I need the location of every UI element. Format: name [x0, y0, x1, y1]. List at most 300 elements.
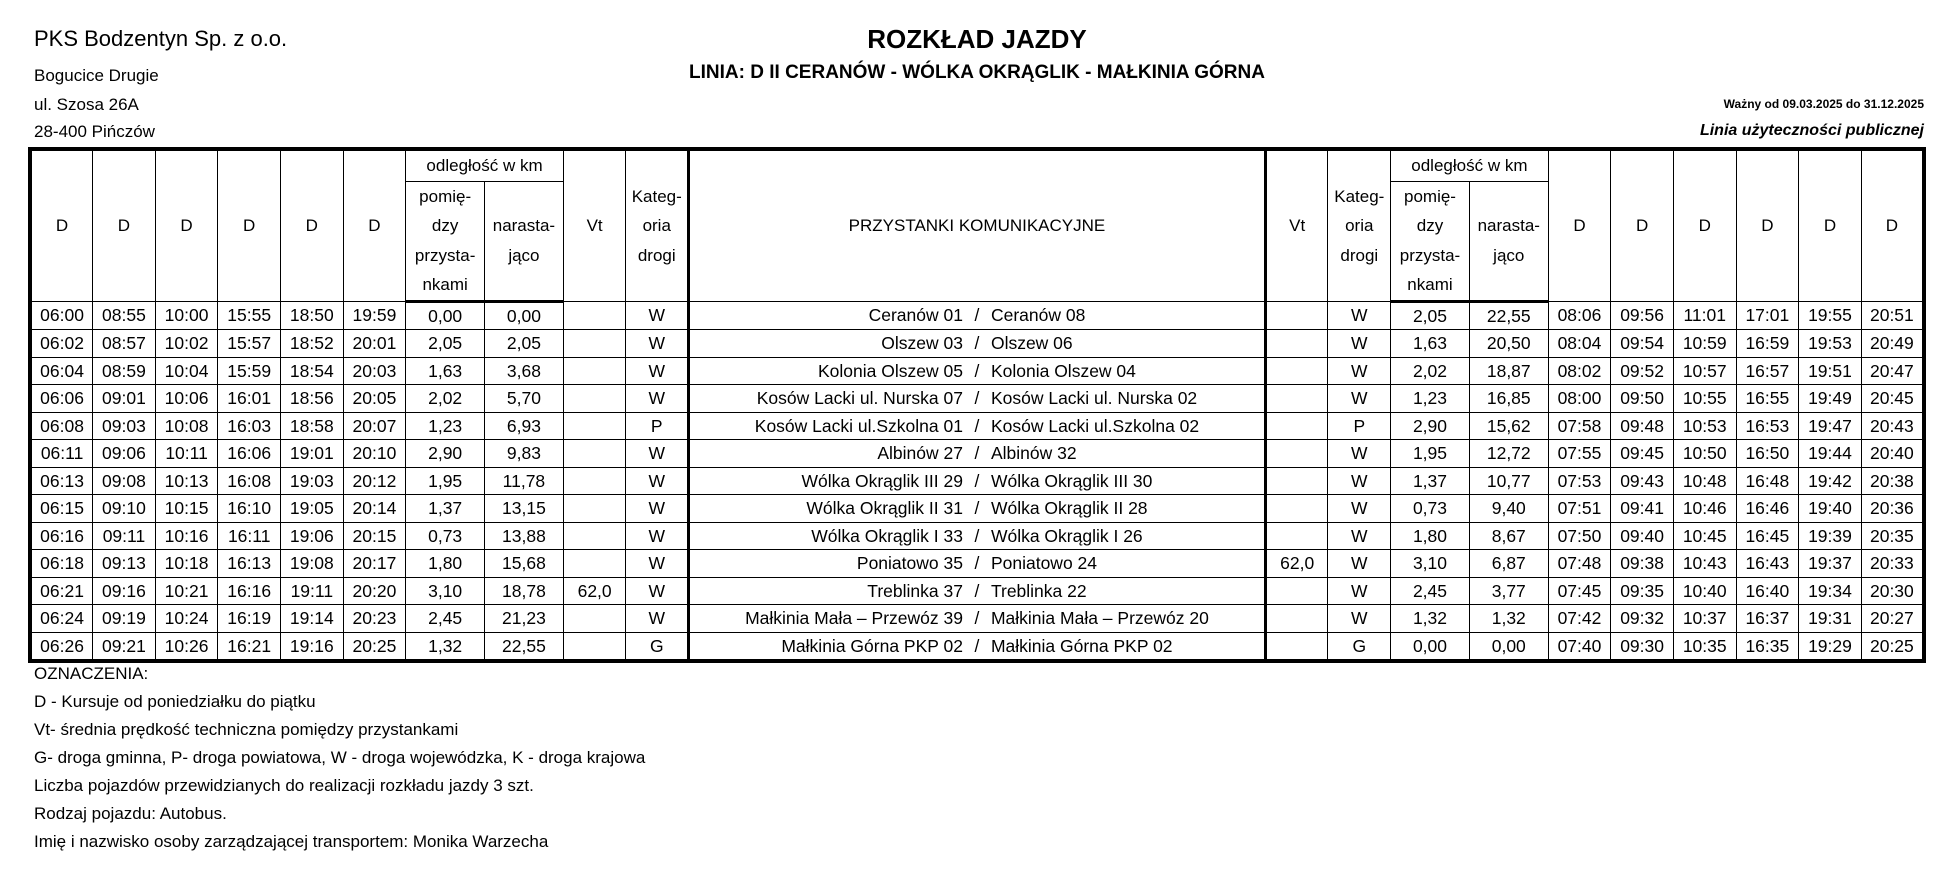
distance-cumulative-return: 8,67	[1469, 522, 1548, 550]
departure-time-outbound: 06:21	[30, 577, 93, 605]
departure-time-return: 19:40	[1799, 495, 1862, 523]
departure-time-outbound: 10:13	[155, 467, 218, 495]
stop-name-return: Małkinia Mała – Przewóz 20	[990, 608, 1209, 629]
table-row	[30, 632, 1924, 661]
distance-cumulative-return: 6,87	[1469, 550, 1548, 578]
departure-time-outbound: 09:13	[93, 550, 156, 578]
distance-cumulative-outbound: 21,23	[485, 605, 564, 633]
departure-time-return: 09:35	[1611, 577, 1674, 605]
speed-vt-return	[1265, 330, 1328, 358]
stop-cell	[689, 467, 1266, 495]
header-course: D	[30, 149, 93, 301]
distance-cumulative-return: 1,32	[1469, 605, 1548, 633]
departure-time-outbound: 10:26	[155, 632, 218, 661]
departure-time-outbound: 09:03	[93, 412, 156, 440]
departure-time-return: 09:45	[1611, 440, 1674, 468]
distance-cumulative-outbound: 13,15	[485, 495, 564, 523]
distance-between-return: 1,23	[1391, 385, 1470, 413]
road-category-outbound: W	[626, 385, 689, 413]
stop-pair	[690, 440, 1264, 466]
distance-cumulative-return: 15,62	[1469, 412, 1548, 440]
header-course: D	[218, 149, 281, 301]
departure-time-outbound: 10:21	[155, 577, 218, 605]
departure-time-outbound: 18:56	[281, 385, 344, 413]
distance-between-return: 1,95	[1391, 440, 1470, 468]
departure-time-return: 09:32	[1611, 605, 1674, 633]
departure-time-return: 16:45	[1736, 522, 1799, 550]
speed-vt-outbound	[563, 522, 626, 550]
departure-time-outbound: 06:00	[30, 301, 93, 330]
header-course: D	[343, 149, 406, 301]
speed-vt-return	[1265, 632, 1328, 661]
note-line: D - Kursuje od poniedziałku do piątku	[34, 692, 316, 711]
departure-time-return: 10:53	[1673, 412, 1736, 440]
departure-time-outbound: 19:14	[281, 605, 344, 633]
departure-time-outbound: 08:57	[93, 330, 156, 358]
departure-time-outbound: 18:52	[281, 330, 344, 358]
departure-time-outbound: 10:16	[155, 522, 218, 550]
speed-vt-return	[1265, 412, 1328, 440]
road-category-return: W	[1328, 357, 1391, 385]
distance-between-return: 0,00	[1391, 632, 1470, 661]
departure-time-outbound: 10:08	[155, 412, 218, 440]
road-category-return: W	[1328, 605, 1391, 633]
departure-time-return: 10:48	[1673, 467, 1736, 495]
departure-time-return: 07:55	[1548, 440, 1611, 468]
distance-cumulative-outbound: 13,88	[485, 522, 564, 550]
departure-time-return: 09:50	[1611, 385, 1674, 413]
departure-time-outbound: 16:13	[218, 550, 281, 578]
stop-cell	[689, 330, 1266, 358]
address-line-3: 28-400 Pińczów	[34, 122, 155, 141]
road-category-outbound: W	[626, 440, 689, 468]
distance-cumulative-outbound: 6,93	[485, 412, 564, 440]
road-category-outbound: W	[626, 522, 689, 550]
departure-time-outbound: 20:20	[343, 577, 406, 605]
table-row	[30, 301, 1924, 330]
departure-time-return: 19:34	[1799, 577, 1862, 605]
departure-time-return: 10:37	[1673, 605, 1736, 633]
stop-name-return: Albinów 32	[990, 443, 1077, 464]
distance-cumulative-return: 18,87	[1469, 357, 1548, 385]
departure-time-return: 19:44	[1799, 440, 1862, 468]
departure-time-outbound: 08:59	[93, 357, 156, 385]
departure-time-return: 09:56	[1611, 301, 1674, 330]
departure-time-return: 10:57	[1673, 357, 1736, 385]
stop-name-return: Poniatowo 24	[990, 553, 1098, 574]
departure-time-return: 10:55	[1673, 385, 1736, 413]
departure-time-return: 07:42	[1548, 605, 1611, 633]
departure-time-return: 19:29	[1799, 632, 1862, 661]
distance-between-outbound: 1,37	[406, 495, 485, 523]
stop-cell	[689, 605, 1266, 633]
departure-time-outbound: 09:08	[93, 467, 156, 495]
header-course: D	[1611, 149, 1674, 301]
line-name: LINIA: D II CERANÓW - WÓLKA OKRĄGLIK - MAŁKINIA GÓRNA	[689, 62, 1265, 83]
departure-time-outbound: 09:06	[93, 440, 156, 468]
departure-time-return: 20:40	[1861, 440, 1924, 468]
departure-time-outbound: 15:59	[218, 357, 281, 385]
distance-cumulative-return: 3,77	[1469, 577, 1548, 605]
departure-time-return: 08:06	[1548, 301, 1611, 330]
stop-separator: /	[974, 525, 980, 546]
departure-time-outbound: 10:18	[155, 550, 218, 578]
speed-vt-outbound	[563, 495, 626, 523]
table-row	[30, 440, 1924, 468]
header-vt: Vt	[1265, 149, 1328, 301]
distance-between-return: 1,63	[1391, 330, 1470, 358]
stop-separator: /	[974, 553, 980, 574]
departure-time-return: 10:35	[1673, 632, 1736, 661]
header-course: D	[1799, 149, 1862, 301]
departure-time-outbound: 20:07	[343, 412, 406, 440]
speed-vt-return	[1265, 440, 1328, 468]
departure-time-outbound: 06:08	[30, 412, 93, 440]
departure-time-return: 10:46	[1673, 495, 1736, 523]
table-row	[30, 605, 1924, 633]
stop-pair	[690, 330, 1264, 356]
address-line-2: ul. Szosa 26A	[34, 95, 139, 114]
distance-cumulative-return: 10,77	[1469, 467, 1548, 495]
departure-time-outbound: 16:10	[218, 495, 281, 523]
note-line: Vt- średnia prędkość techniczna pomiędzy przystankami	[34, 720, 459, 739]
page-title: ROZKŁAD JAZDY	[867, 24, 1087, 54]
departure-time-return: 16:48	[1736, 467, 1799, 495]
stop-cell	[689, 522, 1266, 550]
departure-time-return: 10:59	[1673, 330, 1736, 358]
departure-time-outbound: 10:11	[155, 440, 218, 468]
departure-time-return: 09:48	[1611, 412, 1674, 440]
stop-cell	[689, 301, 1266, 330]
speed-vt-return	[1265, 522, 1328, 550]
departure-time-outbound: 09:16	[93, 577, 156, 605]
departure-time-outbound: 10:06	[155, 385, 218, 413]
speed-vt-outbound	[563, 605, 626, 633]
stop-cell	[689, 577, 1266, 605]
header-between: pomię-dzy przysta-nkami	[1391, 181, 1470, 301]
departure-time-return: 10:40	[1673, 577, 1736, 605]
departure-time-outbound: 16:01	[218, 385, 281, 413]
stop-cell	[689, 440, 1266, 468]
departure-time-return: 17:01	[1736, 301, 1799, 330]
header-vt: Vt	[563, 149, 626, 301]
validity-text: Ważny od 09.03.2025 do 31.12.2025	[1723, 97, 1924, 111]
departure-time-return: 19:51	[1799, 357, 1862, 385]
departure-time-outbound: 06:02	[30, 330, 93, 358]
road-category-outbound: W	[626, 550, 689, 578]
distance-between-return: 2,05	[1391, 301, 1470, 330]
stop-separator: /	[974, 415, 980, 436]
departure-time-return: 20:25	[1861, 632, 1924, 661]
distance-between-return: 1,80	[1391, 522, 1470, 550]
distance-cumulative-outbound: 22,55	[485, 632, 564, 661]
stop-name-outbound: Wólka Okrąglik III 29	[801, 470, 963, 491]
departure-time-outbound: 09:21	[93, 632, 156, 661]
stop-name-outbound: Wólka Okrąglik I 33	[811, 525, 963, 546]
address-line-1: Bogucice Drugie	[34, 66, 159, 85]
departure-time-return: 20:43	[1861, 412, 1924, 440]
departure-time-outbound: 10:24	[155, 605, 218, 633]
speed-vt-return	[1265, 357, 1328, 385]
departure-time-outbound: 15:55	[218, 301, 281, 330]
stop-separator: /	[974, 305, 980, 326]
table-row	[30, 550, 1924, 578]
stop-name-outbound: Małkinia Górna PKP 02	[781, 635, 963, 656]
header-course: D	[155, 149, 218, 301]
departure-time-outbound: 06:04	[30, 357, 93, 385]
road-category-return: W	[1328, 385, 1391, 413]
departure-time-outbound: 06:15	[30, 495, 93, 523]
stop-name-outbound: Małkinia Mała – Przewóz 39	[745, 608, 963, 629]
departure-time-outbound: 20:12	[343, 467, 406, 495]
distance-between-outbound: 0,73	[406, 522, 485, 550]
speed-vt-outbound	[563, 357, 626, 385]
distance-cumulative-return: 9,40	[1469, 495, 1548, 523]
distance-cumulative-return: 22,55	[1469, 301, 1548, 330]
stop-name-return: Wólka Okrąglik II 28	[990, 498, 1148, 519]
departure-time-return: 09:54	[1611, 330, 1674, 358]
departure-time-return: 09:43	[1611, 467, 1674, 495]
stop-name-outbound: Ceranów 01	[868, 305, 963, 326]
distance-cumulative-return: 12,72	[1469, 440, 1548, 468]
distance-between-outbound: 0,00	[406, 301, 485, 330]
departure-time-outbound: 19:11	[281, 577, 344, 605]
distance-between-outbound: 2,05	[406, 330, 485, 358]
header-cumulative: narasta-jąco	[485, 181, 564, 301]
speed-vt-return	[1265, 301, 1328, 330]
distance-between-return: 2,45	[1391, 577, 1470, 605]
road-category-outbound: W	[626, 605, 689, 633]
road-category-return: W	[1328, 440, 1391, 468]
speed-vt-outbound	[563, 301, 626, 330]
stop-separator: /	[974, 498, 980, 519]
header-between: pomię-dzy przysta-nkami	[406, 181, 485, 301]
departure-time-outbound: 16:19	[218, 605, 281, 633]
departure-time-outbound: 20:15	[343, 522, 406, 550]
speed-vt-return	[1265, 467, 1328, 495]
stop-separator: /	[974, 388, 980, 409]
departure-time-outbound: 19:59	[343, 301, 406, 330]
stop-separator: /	[974, 333, 980, 354]
departure-time-outbound: 16:16	[218, 577, 281, 605]
header-category: Kateg-oria drogi	[626, 149, 689, 301]
header-stops: PRZYSTANKI KOMUNIKACYJNE	[689, 149, 1266, 301]
stop-pair	[690, 495, 1264, 521]
departure-time-return: 08:00	[1548, 385, 1611, 413]
stop-name-outbound: Olszew 03	[881, 333, 963, 354]
stop-name-return: Ceranów 08	[990, 305, 1086, 326]
stop-cell	[689, 412, 1266, 440]
road-category-return: W	[1328, 467, 1391, 495]
distance-cumulative-return: 16,85	[1469, 385, 1548, 413]
stop-pair	[690, 523, 1264, 549]
distance-cumulative-outbound: 18,78	[485, 577, 564, 605]
departure-time-outbound: 20:23	[343, 605, 406, 633]
departure-time-outbound: 08:55	[93, 301, 156, 330]
departure-time-outbound: 19:06	[281, 522, 344, 550]
departure-time-return: 16:59	[1736, 330, 1799, 358]
departure-time-return: 08:04	[1548, 330, 1611, 358]
departure-time-return: 20:47	[1861, 357, 1924, 385]
speed-vt-outbound	[563, 440, 626, 468]
departure-time-return: 19:39	[1799, 522, 1862, 550]
departure-time-return: 09:52	[1611, 357, 1674, 385]
departure-time-outbound: 09:19	[93, 605, 156, 633]
distance-cumulative-return: 0,00	[1469, 632, 1548, 661]
speed-vt-return	[1265, 385, 1328, 413]
departure-time-return: 16:53	[1736, 412, 1799, 440]
departure-time-return: 20:51	[1861, 301, 1924, 330]
stop-name-outbound: Albinów 27	[877, 443, 963, 464]
departure-time-return: 07:50	[1548, 522, 1611, 550]
stop-name-outbound: Kosów Lacki ul.Szkolna 01	[754, 415, 963, 436]
departure-time-outbound: 16:21	[218, 632, 281, 661]
stop-name-return: Kosów Lacki ul.Szkolna 02	[990, 415, 1200, 436]
road-category-return: P	[1328, 412, 1391, 440]
departure-time-outbound: 09:01	[93, 385, 156, 413]
departure-time-return: 20:45	[1861, 385, 1924, 413]
speed-vt-return	[1265, 605, 1328, 633]
departure-time-outbound: 06:26	[30, 632, 93, 661]
stop-separator: /	[974, 360, 980, 381]
road-category-outbound: W	[626, 467, 689, 495]
note-line: Liczba pojazdów przewidzianych do realizacji rozkładu jazdy 3 szt.	[34, 776, 534, 795]
departure-time-outbound: 18:58	[281, 412, 344, 440]
departure-time-outbound: 06:11	[30, 440, 93, 468]
distance-between-return: 1,32	[1391, 605, 1470, 633]
departure-time-return: 19:47	[1799, 412, 1862, 440]
departure-time-outbound: 19:03	[281, 467, 344, 495]
distance-between-outbound: 3,10	[406, 577, 485, 605]
departure-time-outbound: 09:11	[93, 522, 156, 550]
distance-cumulative-outbound: 11,78	[485, 467, 564, 495]
stop-cell	[689, 357, 1266, 385]
speed-vt-outbound: 62,0	[563, 577, 626, 605]
table-row	[30, 467, 1924, 495]
distance-between-outbound: 2,90	[406, 440, 485, 468]
stop-cell	[689, 495, 1266, 523]
departure-time-outbound: 16:03	[218, 412, 281, 440]
stop-cell	[689, 385, 1266, 413]
stop-name-outbound: Kolonia Olszew 05	[818, 360, 963, 381]
stop-separator: /	[974, 443, 980, 464]
stop-pair	[690, 468, 1264, 494]
speed-vt-outbound	[563, 632, 626, 661]
departure-time-return: 16:55	[1736, 385, 1799, 413]
stop-name-outbound: Wólka Okrąglik II 31	[806, 498, 963, 519]
departure-time-outbound: 20:03	[343, 357, 406, 385]
departure-time-return: 16:43	[1736, 550, 1799, 578]
header-course: D	[1861, 149, 1924, 301]
table-row	[30, 330, 1924, 358]
road-category-outbound: W	[626, 577, 689, 605]
departure-time-outbound: 19:16	[281, 632, 344, 661]
departure-time-outbound: 18:54	[281, 357, 344, 385]
speed-vt-outbound	[563, 330, 626, 358]
stop-pair	[690, 413, 1264, 439]
distance-between-return: 1,37	[1391, 467, 1470, 495]
speed-vt-return	[1265, 577, 1328, 605]
departure-time-return: 19:42	[1799, 467, 1862, 495]
departure-time-return: 16:46	[1736, 495, 1799, 523]
stop-name-return: Małkinia Górna PKP 02	[990, 635, 1173, 656]
departure-time-return: 09:38	[1611, 550, 1674, 578]
departure-time-outbound: 20:10	[343, 440, 406, 468]
departure-time-outbound: 06:06	[30, 385, 93, 413]
road-category-return: W	[1328, 550, 1391, 578]
stop-name-return: Wólka Okrąglik I 26	[990, 525, 1143, 546]
departure-time-return: 16:50	[1736, 440, 1799, 468]
distance-between-outbound: 1,63	[406, 357, 485, 385]
stop-cell	[689, 550, 1266, 578]
departure-time-return: 19:55	[1799, 301, 1862, 330]
departure-time-return: 20:38	[1861, 467, 1924, 495]
departure-time-outbound: 10:15	[155, 495, 218, 523]
departure-time-return: 19:37	[1799, 550, 1862, 578]
departure-time-outbound: 06:18	[30, 550, 93, 578]
departure-time-return: 19:49	[1799, 385, 1862, 413]
road-category-outbound: W	[626, 301, 689, 330]
departure-time-return: 11:01	[1673, 301, 1736, 330]
departure-time-return: 16:37	[1736, 605, 1799, 633]
departure-time-outbound: 06:24	[30, 605, 93, 633]
departure-time-outbound: 19:01	[281, 440, 344, 468]
table-row	[30, 522, 1924, 550]
road-category-return: W	[1328, 330, 1391, 358]
departure-time-return: 07:48	[1548, 550, 1611, 578]
road-category-outbound: W	[626, 330, 689, 358]
departure-time-outbound: 10:02	[155, 330, 218, 358]
header-course: D	[281, 149, 344, 301]
departure-time-outbound: 20:17	[343, 550, 406, 578]
header-course: D	[1736, 149, 1799, 301]
header-category: Kateg-oria drogi	[1328, 149, 1391, 301]
departure-time-return: 09:41	[1611, 495, 1674, 523]
road-category-outbound: W	[626, 357, 689, 385]
departure-time-return: 08:02	[1548, 357, 1611, 385]
distance-cumulative-return: 20,50	[1469, 330, 1548, 358]
header-cumulative: narasta-jąco	[1469, 181, 1548, 301]
distance-cumulative-outbound: 2,05	[485, 330, 564, 358]
departure-time-outbound: 16:08	[218, 467, 281, 495]
stop-separator: /	[974, 608, 980, 629]
note-line: Rodzaj pojazdu: Autobus.	[34, 804, 227, 823]
stop-separator: /	[974, 635, 980, 656]
departure-time-outbound: 20:25	[343, 632, 406, 661]
departure-time-outbound: 10:00	[155, 301, 218, 330]
stop-pair	[690, 385, 1264, 411]
table-row	[30, 357, 1924, 385]
company-name: PKS Bodzentyn Sp. z o.o.	[34, 26, 288, 51]
table-row	[30, 495, 1924, 523]
header-course: D	[1673, 149, 1736, 301]
departure-time-outbound: 06:16	[30, 522, 93, 550]
departure-time-outbound: 20:05	[343, 385, 406, 413]
distance-between-outbound: 2,45	[406, 605, 485, 633]
departure-time-outbound: 20:14	[343, 495, 406, 523]
departure-time-return: 10:45	[1673, 522, 1736, 550]
departure-time-return: 10:43	[1673, 550, 1736, 578]
road-category-outbound: W	[626, 495, 689, 523]
road-category-return: W	[1328, 301, 1391, 330]
speed-vt-outbound	[563, 550, 626, 578]
speed-vt-return	[1265, 495, 1328, 523]
note-line: OZNACZENIA:	[34, 664, 149, 683]
departure-time-return: 16:35	[1736, 632, 1799, 661]
road-category-return: W	[1328, 522, 1391, 550]
distance-between-return: 2,02	[1391, 357, 1470, 385]
distance-between-outbound: 1,95	[406, 467, 485, 495]
